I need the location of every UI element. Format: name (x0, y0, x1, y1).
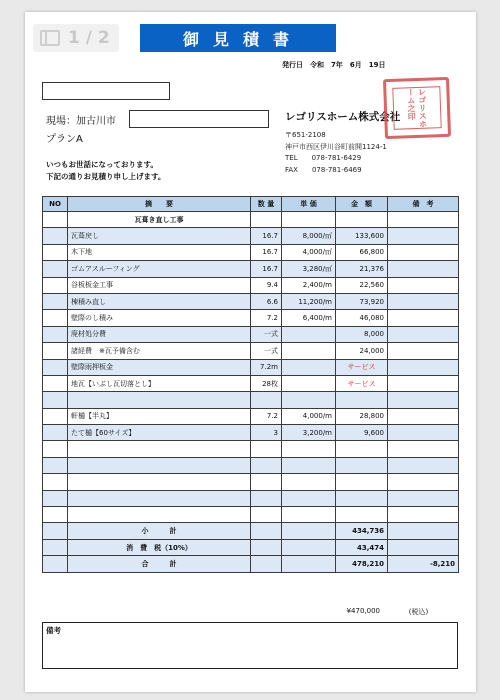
table-body (43, 212, 459, 573)
site-label: 現場：加古川市 (46, 116, 116, 127)
cell-amount (336, 441, 388, 457)
table-row (43, 277, 459, 293)
table-row (43, 343, 459, 359)
cell-description: 廃材処分費 (68, 326, 251, 342)
table-row (43, 507, 459, 523)
cell-amount: 28,800 (336, 408, 388, 424)
col-header-remarks: 備 考 (388, 197, 459, 212)
total-row (43, 539, 459, 555)
cell-remarks (388, 375, 459, 391)
issue-date-label: 発行日 (282, 61, 303, 69)
cell-quantity (251, 457, 282, 473)
cell-description: 谷板板金工事 (68, 277, 251, 293)
cell-unit-price: 6,400/m (282, 310, 336, 326)
cell-quantity: 16.7 (251, 261, 282, 277)
cell-remarks (388, 293, 459, 309)
cell-description (68, 392, 251, 408)
cell-amount (336, 392, 388, 408)
table-row (43, 261, 459, 277)
cell-amount: 8,000 (336, 326, 388, 342)
cell-description: 壁際雨押板金 (68, 359, 251, 375)
cell-description (68, 457, 251, 473)
table-row (43, 408, 459, 424)
cell-description: たて樋【60サイズ】 (68, 425, 251, 441)
cell-description: 壁際のし積み (68, 310, 251, 326)
cell-quantity (251, 392, 282, 408)
cell-no (43, 277, 68, 293)
cell-remarks (388, 326, 459, 342)
total-label: 消 費 税（10%） (68, 539, 251, 555)
cell-amount (336, 507, 388, 523)
greeting-line: 下記の通りお見積り申し上げます。 (46, 172, 166, 181)
cell-amount: 133,600 (336, 228, 388, 244)
company-name: レゴリスホーム株式会社 (285, 111, 401, 123)
total-amount: 43,474 (336, 539, 388, 555)
table-row (43, 392, 459, 408)
table-row (43, 359, 459, 375)
total-amount: 478,210 (336, 556, 388, 572)
issue-date-month: 6月 (349, 61, 362, 69)
cell-no (43, 244, 68, 260)
cell-unit-price (282, 326, 336, 342)
page-number: 1 / 2 (68, 28, 110, 48)
cell-remarks (388, 343, 459, 359)
cell-amount (336, 474, 388, 490)
cell-quantity: 7.2m (251, 359, 282, 375)
page-indicator[interactable] (33, 24, 119, 52)
cell-no (43, 326, 68, 342)
cell-amount: サービス (336, 359, 388, 375)
cell-unit-price: 4,000/㎡ (282, 244, 336, 260)
cell-amount: 73,920 (336, 293, 388, 309)
cell-quantity (251, 441, 282, 457)
company-street: 神戸市西区伊川谷町前開1124-1 (285, 142, 387, 151)
total-row (43, 523, 459, 539)
cell-qty (251, 212, 282, 228)
greeting-line: いつもお世話になっております。 (46, 160, 158, 169)
table-header-row (43, 197, 459, 212)
cell-quantity (251, 490, 282, 506)
cell-no (43, 425, 68, 441)
cell-no (43, 343, 68, 359)
cell-quantity: 7.2 (251, 310, 282, 326)
cell-no (43, 359, 68, 375)
total-remarks (388, 539, 459, 555)
cell-unit-price: 4,000/m (282, 408, 336, 424)
cell-quantity: 16.7 (251, 228, 282, 244)
cell-amount: 24,000 (336, 343, 388, 359)
cell-amount: 46,080 (336, 310, 388, 326)
col-header-unit-price: 単 価 (282, 197, 336, 212)
table-row (43, 425, 459, 441)
cell-remarks (388, 490, 459, 506)
company-tel: TEL 078-781-6429 (285, 154, 362, 162)
cell-unit-price (282, 359, 336, 375)
cell-unit-price: 11,200/m (282, 293, 336, 309)
cell-unit-price (282, 392, 336, 408)
company-address (285, 130, 387, 176)
cell-remarks (388, 474, 459, 490)
redacted-site-address (129, 110, 269, 128)
cell-no (43, 392, 68, 408)
cell-no (43, 212, 68, 228)
section-title: 瓦葺き直し工事 (68, 212, 251, 228)
cell-remarks (388, 228, 459, 244)
cell-remarks (388, 392, 459, 408)
issue-date-day: 19日 (368, 61, 386, 69)
sidebar-toggle-icon[interactable] (40, 30, 60, 46)
col-header-description: 摘 要 (68, 197, 251, 212)
cell-unit-price (282, 441, 336, 457)
cell-unit-price: 8,000/㎡ (282, 228, 336, 244)
cell-no (43, 310, 68, 326)
section-row (43, 212, 459, 228)
cell-unit-price (282, 523, 336, 539)
table-row (43, 375, 459, 391)
cell-no (43, 490, 68, 506)
cell-quantity: 一式 (251, 343, 282, 359)
total-amount: 434,736 (336, 523, 388, 539)
cell-remarks (388, 457, 459, 473)
table-row (43, 441, 459, 457)
cell-no (43, 523, 68, 539)
cell-quantity (251, 556, 282, 572)
cell-no (43, 375, 68, 391)
cell-quantity: 16.7 (251, 244, 282, 260)
plan-label: プランA (46, 134, 83, 145)
cell-quantity: 9.4 (251, 277, 282, 293)
cell-no (43, 457, 68, 473)
table-row (43, 457, 459, 473)
table-row (43, 326, 459, 342)
cell-quantity (251, 474, 282, 490)
cell-amount: 9,600 (336, 425, 388, 441)
seal-text: レゴリスホーム之印 (392, 86, 441, 130)
cell-quantity: 7.2 (251, 408, 282, 424)
cell-unit-price (282, 457, 336, 473)
cell-description: 瓦葺戻し (68, 228, 251, 244)
table-row (43, 228, 459, 244)
cell-remarks (388, 261, 459, 277)
cell-no (43, 507, 68, 523)
cell-unit (282, 212, 336, 228)
cell-amount: 21,376 (336, 261, 388, 277)
cell-description: 木下地 (68, 244, 251, 260)
cell-amount (336, 490, 388, 506)
cell-no (43, 441, 68, 457)
cell-unit-price (282, 507, 336, 523)
cell-unit-price (282, 343, 336, 359)
total-row (43, 556, 459, 572)
total-label: 合 計 (68, 556, 251, 572)
cell-description (68, 441, 251, 457)
cell-description: 諸経費 ※瓦予備含む (68, 343, 251, 359)
table-row (43, 474, 459, 490)
total-remarks: -8,210 (388, 556, 459, 572)
table-row (43, 293, 459, 309)
company-postal: 〒651-2108 (285, 131, 326, 139)
cell-description (68, 490, 251, 506)
total-remarks (388, 523, 459, 539)
cell-remarks (388, 310, 459, 326)
issue-date (282, 60, 386, 70)
cell-quantity: 6.6 (251, 293, 282, 309)
cell-quantity: 3 (251, 425, 282, 441)
cell-amount (336, 457, 388, 473)
cell-remarks (388, 425, 459, 441)
cell-remarks (388, 507, 459, 523)
col-header-quantity: 数 量 (251, 197, 282, 212)
cell-description: ゴムアスルーフィング (68, 261, 251, 277)
table-row (43, 244, 459, 260)
issue-date-era: 令和 (310, 61, 324, 69)
tax-included-label: (税込) (408, 608, 429, 616)
cell-amount (336, 212, 388, 228)
cell-remarks (388, 359, 459, 375)
cell-no (43, 556, 68, 572)
cell-quantity (251, 523, 282, 539)
cell-amount: サービス (336, 375, 388, 391)
cell-unit-price: 3,200/m (282, 425, 336, 441)
cell-no (43, 228, 68, 244)
cell-no (43, 261, 68, 277)
cell-unit-price (282, 490, 336, 506)
cell-remarks (388, 408, 459, 424)
cell-description (68, 507, 251, 523)
cell-remarks (388, 441, 459, 457)
cell-quantity: 一式 (251, 326, 282, 342)
cell-no (43, 474, 68, 490)
cell-unit-price (282, 556, 336, 572)
cell-amount: 66,800 (336, 244, 388, 260)
total-label: 小 計 (68, 523, 251, 539)
table-row (43, 490, 459, 506)
cell-unit-price (282, 474, 336, 490)
greeting-text (46, 159, 165, 183)
cell-description: 地瓦【いぶし瓦切落とし】 (68, 375, 251, 391)
notes-box[interactable] (42, 622, 458, 669)
tax-included-row (42, 607, 458, 617)
cell-no (43, 293, 68, 309)
table-row (43, 310, 459, 326)
cell-amount: 22,560 (336, 277, 388, 293)
cell-quantity: 28枚 (251, 375, 282, 391)
document-title: 御見積書 (140, 24, 336, 52)
col-header-amount: 金 額 (336, 197, 388, 212)
cell-unit-price: 3,280/㎡ (282, 261, 336, 277)
cell-quantity (251, 507, 282, 523)
cell-remarks (388, 277, 459, 293)
company-fax: FAX 078-781-6469 (285, 165, 362, 174)
cell-note (388, 212, 459, 228)
estimate-table (42, 196, 459, 573)
company-seal (383, 77, 451, 139)
tax-included-amount: ¥470,000 (346, 607, 380, 615)
cell-description: 軒樋【半丸】 (68, 408, 251, 424)
cell-quantity (251, 539, 282, 555)
cell-remarks (388, 244, 459, 260)
notes-label: 備考 (46, 626, 61, 635)
redacted-customer-name (42, 82, 170, 100)
col-header-no: NO (43, 197, 68, 212)
cell-unit-price (282, 375, 336, 391)
cell-description: 棟積み直し (68, 293, 251, 309)
cell-no (43, 408, 68, 424)
cell-unit-price: 2,400/m (282, 277, 336, 293)
issue-date-year: 7年 (331, 61, 343, 69)
cell-description (68, 474, 251, 490)
cell-no (43, 539, 68, 555)
cell-unit-price (282, 539, 336, 555)
